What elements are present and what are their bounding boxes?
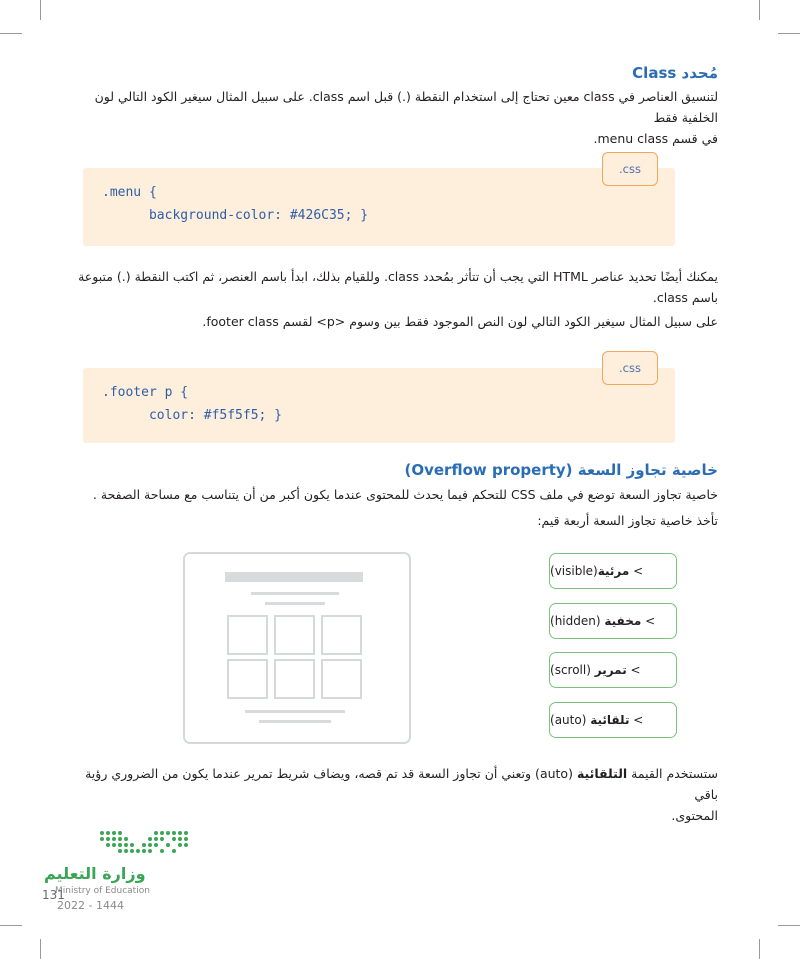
css-file-tag: .css xyxy=(602,351,658,385)
section-heading-class: مُحدد Class xyxy=(632,64,718,82)
value-name: تلقائية xyxy=(590,713,630,727)
crop-mark xyxy=(40,939,41,959)
chevron-icon: > xyxy=(641,614,656,628)
ministry-logo-icon xyxy=(98,828,190,858)
crop-mark xyxy=(40,0,41,20)
text-line: يمكنك أيضًا تحديد عناصر HTML التي يجب أن تتأثر بمُحدد class. وللقيام بذلك، ابدأ باسم العنصر، ثم اكتب النقطة (.) متبوعة xyxy=(78,269,718,284)
value-en: (scroll) xyxy=(550,663,591,677)
ministry-name-en: Ministry of Education xyxy=(55,886,150,896)
chevron-icon: > xyxy=(629,564,644,578)
crop-mark xyxy=(778,925,800,926)
code-line: .footer p { xyxy=(102,385,189,400)
text-line: على سبيل المثال سيغير الكود التالي لون النص الموجود فقط بين وسوم <p> لقسم footer class. xyxy=(202,314,718,329)
edition-year: 2022 - 1444 xyxy=(57,899,124,912)
paragraph-overflow xyxy=(78,484,718,531)
overflow-value-scroll xyxy=(549,652,677,688)
code-line: color: #f5f5f5; } xyxy=(102,408,283,423)
code-block-footer xyxy=(83,368,675,443)
crop-mark xyxy=(759,0,760,20)
paragraph-class-elements xyxy=(78,266,718,332)
crop-mark xyxy=(0,925,22,926)
value-name: مخفية xyxy=(604,614,642,628)
crop-mark xyxy=(778,33,800,34)
value-en: (auto) xyxy=(550,713,587,727)
crop-mark xyxy=(759,939,760,959)
text-line xyxy=(78,763,718,805)
overflow-value-auto xyxy=(549,702,677,738)
text-line: خاصية تجاوز السعة توضع في ملف CSS للتحكم فيما يحدث للمحتوى عندما يكون أكبر من أن يتناسب مع مساحة الصفحة . xyxy=(92,487,718,502)
page-number: 131 xyxy=(42,888,65,902)
chevron-icon: > xyxy=(629,713,644,727)
text-run: (auto) وتعني أن تجاوز السعة قد تم قصه، ويضاف شريط تمرير عندما يكون من الضروري رؤية باقي xyxy=(85,766,718,802)
text-line: لتنسيق العناصر في class معين تحتاج إلى استخدام النقطة (.) قبل اسم class. على سبيل المثال سيغير الكود التالي لون الخلفية فقط xyxy=(94,89,718,125)
code-line: .menu { xyxy=(102,185,157,200)
code-line: background-color: #426C35; } xyxy=(102,208,369,223)
text-line: المحتوى. xyxy=(671,808,718,823)
value-name: مرئية xyxy=(597,564,630,578)
ministry-name-ar: وزارة التعليم xyxy=(44,864,146,883)
css-file-tag: .css xyxy=(602,152,658,186)
crop-mark xyxy=(0,33,22,34)
text-line: في قسم menu class. xyxy=(593,131,718,146)
value-en: (visible) xyxy=(550,564,598,578)
code-block-menu xyxy=(83,168,675,246)
text-line: باسم class. xyxy=(652,290,718,305)
chevron-icon: > xyxy=(626,663,641,677)
text-line: تأخذ خاصية تجاوز السعة أربعة قيم: xyxy=(537,513,718,528)
section-heading-overflow: خاصية تجاوز السعة (Overflow property) xyxy=(404,461,718,479)
overflow-value-hidden xyxy=(549,603,677,639)
value-en: (hidden) xyxy=(550,614,601,628)
page-layout-illustration xyxy=(183,552,411,744)
overflow-value-visible xyxy=(549,553,677,589)
text-run-bold: التلقائية xyxy=(576,766,628,781)
value-name: تمرير xyxy=(594,663,627,677)
text-run: ستستخدم القيمة xyxy=(627,766,718,781)
paragraph-auto-explanation xyxy=(78,763,718,826)
paragraph-class-intro xyxy=(78,86,718,149)
